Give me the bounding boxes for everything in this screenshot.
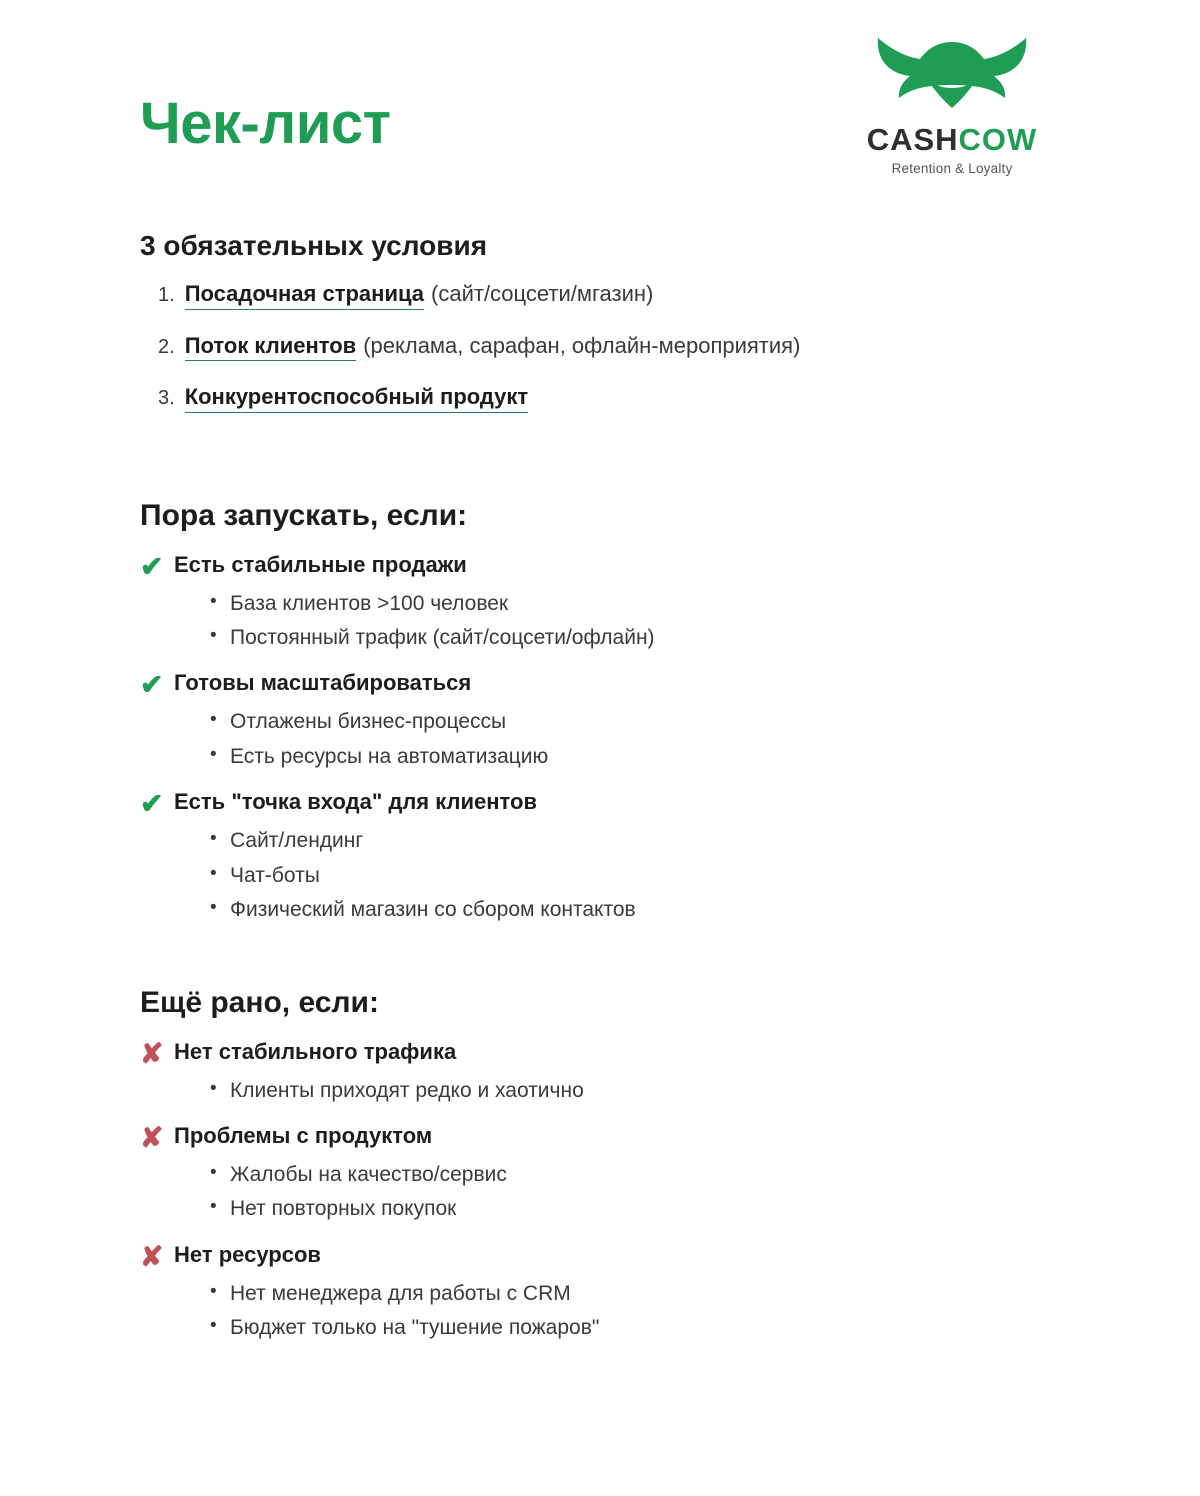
cross-block — [140, 1241, 1060, 1344]
sub-list-item: • Жалобы на качество/сервис — [208, 1160, 1060, 1190]
check-row — [140, 551, 1060, 581]
sub-list-item: • Клиенты приходят редко и хаотично — [208, 1076, 1060, 1106]
check-icon: ✔ — [140, 669, 164, 701]
check-label: Есть стабильные продажи — [174, 551, 467, 577]
cross-row — [140, 1122, 1060, 1152]
check-row — [140, 788, 1060, 818]
list-item-index: 3. — [158, 387, 175, 409]
cross-icon: ✘ — [140, 1037, 164, 1069]
cross-row — [140, 1241, 1060, 1271]
sub-list — [140, 826, 1060, 925]
sub-list-item: • Нет менеджера для работы с CRM — [208, 1279, 1060, 1309]
list-item — [140, 280, 1060, 310]
section-title: Ещё рано, если: — [140, 985, 379, 1019]
sub-list-item: • Отлажены бизнес-процессы — [208, 707, 1060, 737]
cross-block — [140, 1038, 1060, 1106]
list-item-strong: Поток клиентов — [185, 332, 357, 362]
cross-block — [140, 1122, 1060, 1225]
check-label: Есть "точка входа" для клиентов — [174, 789, 537, 815]
check-icon: ✔ — [140, 550, 164, 582]
section-title: 3 обязательных условия — [140, 230, 488, 261]
check-block — [140, 669, 1060, 772]
sub-list — [140, 1160, 1060, 1225]
sub-list-item: • Есть ресурсы на автоматизацию — [208, 742, 1060, 772]
cross-icon: ✘ — [140, 1240, 164, 1272]
list-item — [140, 383, 1060, 413]
sub-list — [140, 1076, 1060, 1106]
check-label: Готовы масштабироваться — [174, 670, 472, 696]
list-item-rest: (сайт/соцсети/мгазин) — [431, 281, 654, 306]
sub-list — [140, 589, 1060, 654]
spacer — [0, 435, 1200, 499]
sub-list — [140, 707, 1060, 772]
list-item-strong: Посадочная страница — [185, 280, 424, 310]
brand-logo — [852, 30, 1052, 176]
cross-icon: ✘ — [140, 1122, 164, 1153]
section-title: Пора запускать, если: — [140, 498, 468, 532]
sub-list-item: • Постоянный трафик (сайт/соцсети/офлайн) — [208, 623, 1060, 653]
sub-list-item: • Физический магазин со сбором контактов — [208, 895, 1060, 925]
list-item-strong: Конкурентоспособный продукт — [185, 383, 528, 413]
sub-list-item: • Бюджет только на "тушение пожаров" — [208, 1313, 1060, 1343]
check-row — [140, 669, 1060, 699]
brand-tagline: Retention & Loyalty — [891, 161, 1013, 176]
sub-list-item: • База клиентов >100 человек — [208, 589, 1060, 619]
cross-row — [140, 1038, 1060, 1068]
list-item-rest: (реклама, сарафан, офлайн-мероприятия) — [363, 332, 801, 358]
section-ready-to-launch — [0, 499, 1200, 926]
brand-wordmark — [852, 124, 1052, 155]
check-block — [140, 551, 1060, 654]
section-too-early — [0, 986, 1200, 1344]
spacer — [0, 942, 1200, 986]
sub-list-item: • Нет повторных покупок — [208, 1194, 1060, 1224]
sub-list — [140, 1279, 1060, 1344]
cross-label: Нет стабильного трафика — [174, 1038, 457, 1064]
cross-label: Проблемы с продуктом — [174, 1123, 433, 1148]
page-title: Чек-лист — [140, 91, 391, 156]
bull-head-icon — [872, 30, 1032, 122]
required-conditions-list — [140, 280, 1060, 413]
section-required-conditions — [0, 230, 1200, 413]
check-icon: ✔ — [140, 788, 164, 820]
list-item — [140, 332, 1060, 362]
list-item-index: 2. — [158, 335, 175, 358]
brand-word-cash: CASH — [866, 122, 959, 157]
sub-list-item: • Чат-боты — [208, 861, 1060, 891]
list-item-index: 1. — [158, 284, 175, 306]
page-header — [0, 0, 1200, 230]
brand-word-cow: COW — [958, 122, 1038, 157]
check-block — [140, 788, 1060, 925]
sub-list-item: • Сайт/лендинг — [208, 826, 1060, 856]
cross-label: Нет ресурсов — [174, 1241, 321, 1267]
